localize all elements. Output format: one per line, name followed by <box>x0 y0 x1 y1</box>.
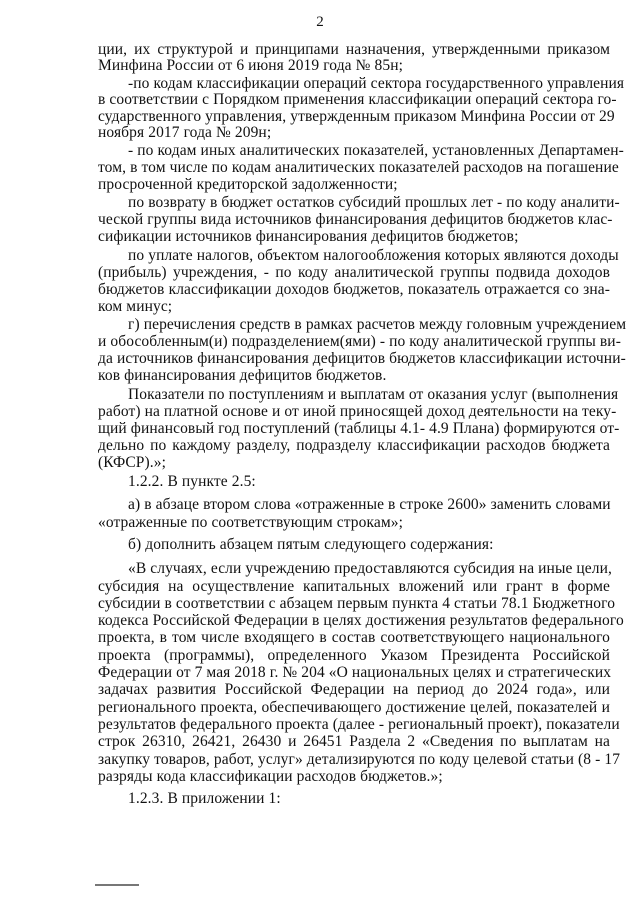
text-line: ком минус; <box>98 298 173 315</box>
text-line: (прибыль) учреждения, - по коду аналитической группы подвида доходов <box>98 264 610 281</box>
text-line: бюджетов классификации доходов бюджетов, показатель отражается со зна- <box>98 281 610 298</box>
text-line: ков финансирования дефицитов бюджетов. <box>98 367 387 384</box>
page-number: 2 <box>316 14 324 30</box>
text-line: и обособленным(и) подразделением(ями) - по коду аналитической группы ви- <box>98 333 621 350</box>
text-line: а) в абзаце втором слова «отраженные в строке 2600» заменить словами <box>128 496 611 513</box>
text-line: 1.2.2. В пункте 2.5: <box>128 473 256 490</box>
text-line: в соответствии с Порядком применения классификации операций сектора го- <box>98 91 617 108</box>
text-line: (КФСР).»; <box>98 454 167 471</box>
text-line: ноября 2017 года № 209н; <box>98 124 272 141</box>
text-line: субсидия на осуществление капитальных вложений или грант в форме <box>98 578 610 595</box>
text-line: г) перечисления средств в рамках расчетов между головным учреждением <box>128 316 627 333</box>
text-line: -по кодам классификации операций сектора государственного управления <box>128 75 625 92</box>
text-line: Показатели по поступлениям и выплатам от оказания услуг (выполнения <box>128 386 619 403</box>
text-line: по возврату в бюджет остатков субсидий прошлых лет - по коду аналити- <box>128 194 620 211</box>
text-line: «отраженные по соответствующим строкам»; <box>98 514 404 531</box>
text-line: результатов федерального проекта (далее - региональный проект), показатели <box>98 716 620 733</box>
text-line: проекта, в том числе входящего в состав соответствующего национального <box>98 629 610 646</box>
text-line: задачах развития Российской Федерации на период до 2024 года», или <box>98 681 610 698</box>
text-line: том, в том числе по кодам аналитических показателей расходов на погашение <box>98 159 619 176</box>
footer-mark <box>95 884 139 886</box>
text-line: щий финансовый год поступлений (таблицы 4.1- 4.9 Плана) формируются от- <box>98 420 620 437</box>
text-line: Федерации от 7 мая 2018 г. № 204 «О национальных целях и стратегических <box>98 664 612 681</box>
text-line: регионального проекта, обеспечивающего достижение целей, показателей и <box>98 699 610 716</box>
text-line: «В случаях, если учреждению предоставляются субсидия на иные цели, <box>128 560 612 577</box>
text-line: ции, их структурой и принципами назначения, утвержденными приказом <box>98 41 610 58</box>
text-line: дельно по каждому разделу, подразделу классификации расходов бюджета <box>98 437 610 454</box>
text-line: строк 26310, 26421, 26430 и 26451 Раздела 2 «Сведения по выплатам на <box>98 733 610 750</box>
text-line: б) дополнить абзацем пятым следующего содержания: <box>128 536 494 553</box>
text-line: субсидии в соответствии с абзацем первым пункта 4 статьи 78.1 Бюджетного <box>98 595 616 612</box>
text-line: сударственного управления, утвержденным приказом Минфина России от 29 <box>98 108 615 125</box>
text-line: 1.2.3. В приложении 1: <box>128 790 281 807</box>
text-line: кодекса Российской Федерации в целях достижения результатов федерального <box>98 612 624 629</box>
text-line: просроченной кредиторской задолженности; <box>98 176 398 193</box>
text-line: ческой группы вида источников финансирования дефицитов бюджетов клас- <box>98 211 613 228</box>
text-line: закупку товаров, работ, услуг» детализируются по коду целевой статьи (8 - 17 <box>98 751 621 768</box>
text-line: разряды кода классификации расходов бюджетов.»; <box>98 768 443 785</box>
text-line: да источников финансирования дефицитов бюджетов классификации источни- <box>98 350 626 367</box>
text-line: сификации источников финансирования дефицитов бюджетов; <box>98 228 519 245</box>
text-line: проекта (программы), определенного Указом Президента Российской <box>98 647 610 664</box>
text-line: - по кодам иных аналитических показателей, установленных Департамен- <box>128 142 624 159</box>
text-line: Минфина России от 6 июня 2019 года № 85н; <box>98 57 404 74</box>
text-line: по уплате налогов, объектом налогообложения которых являются доходы <box>128 247 619 264</box>
text-line: работ) на платной основе и от иной приносящей доход деятельности на теку- <box>98 403 617 420</box>
